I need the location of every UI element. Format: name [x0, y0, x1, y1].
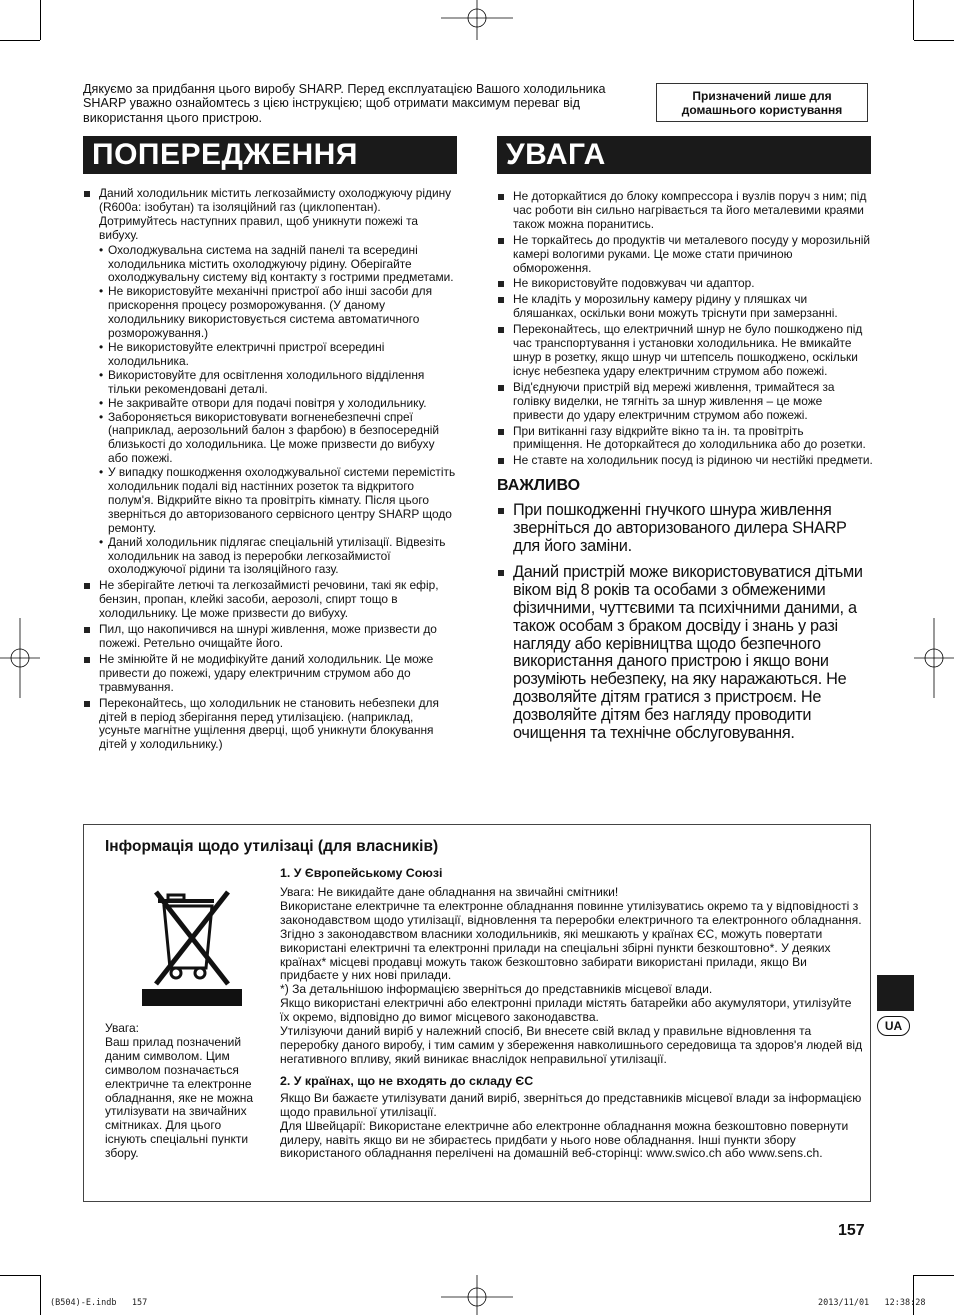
caution-item: Не торкайтесь до продуктів чи металевого посуду у морозильній камері вологими руками. Це може стати причиною обмороження.: [497, 234, 873, 276]
caution-item: Не доторкайтися до блоку компрессора і вузлів поруч з ним; під час роботи він сильно нагрівається та його металевими краями також можна поранитись.: [497, 190, 873, 232]
warning-item-text: Не змінюйте й не модифікуйте даний холодильник. Це може привести до пожежі, удару електричним струмом або до травмування.: [99, 651, 434, 694]
important-item: При пошкодженні гнучкого шнура живлення зверніться до авторизованого дилера SHARP для його заміни.: [497, 502, 873, 556]
warning-item: [83, 579, 457, 621]
warning-subitem: • Забороняється використовувати вогненебезпечні спреї (наприклад, аерозольний балон з фарбою) в безпосередній близькості до холодильника. Це може призвести до вибуху або пожежі.: [99, 411, 457, 467]
intro-text: Дякуємо за придбання цього виробу SHARP. Перед експлуатацією Вашого холодильника SHARP уважно ознайомтесь з цією інструкцією; щоб отримати максимум переваг від використання цього пристрою.: [83, 82, 606, 125]
caution-item: Не ставте на холодильник посуд із рідиною чи нестійкі предмети.: [497, 454, 873, 468]
important-list: [497, 502, 873, 743]
warning-list: [83, 187, 457, 752]
warning-item-text: Пил, що накопичився на шнурі живлення, може призвести до пожежі. Ретельно очищайте його.: [99, 622, 437, 650]
warning-item: [83, 697, 457, 753]
caution-item: Від'єднуючи пристрій від мережі живлення, тримайтеся за голівку виделки, не тягніть за шнур живлення – це може привести до удару електричним струмом або пожежі.: [497, 381, 873, 423]
warning-sublist: [99, 244, 457, 578]
disposal-content: [280, 866, 864, 1161]
caution-item: Не кладіть у морозильну камеру рідину у пляшках чи бляшанках, оскільки вони можуть тріснути при замерзанні.: [497, 293, 873, 321]
footer-timestamp: 2013/11/01 12:38:28: [818, 1298, 926, 1308]
language-badge: UA: [877, 1016, 910, 1036]
footer-file: (B504)-E.indb 157: [50, 1298, 148, 1308]
warning-item-text: Даний холодильник містить легкозаймисту охолоджуючу рідину (R600a: ізобутан) та ізоляційний газ (циклопентан). Дотримуйтесь наступних правил, щоб уникнути пожежі та вибуху.: [99, 186, 452, 242]
domestic-use-box: Призначений лише для домашнього користування: [656, 83, 868, 122]
caution-item: Не використовуйте подовжувач чи адаптор.: [497, 277, 873, 291]
warning-subitem: • Використовуйте для освітлення холодильного відділення тільки рекомендовані деталі.: [99, 369, 457, 397]
warning-item: [83, 187, 457, 577]
warning-subitem: • Не використовуйте механічні пристрої або інші засоби для прискорення процесу розморожування. (У даному холодильнику використовується система автоматичного розморожування.): [99, 285, 457, 341]
important-item: Даний пристрій може використовуватися дітьми віком від 8 років та особами з обмеженими фізичними, чуттєвими та психічними даними, а також особам з браком досвіду і знань у разі нагляду або керівництва щодо безпечного використання даного пристрою і якщо вони розуміють небезпеку, на яку наражаються. Не дозволяйте дітям гратися з пристроєм. Не дозволяйте дітям без нагляду проводити очищення та технічне обслуговування.: [497, 564, 873, 743]
important-title: ВАЖЛИВО: [497, 477, 581, 495]
warning-banner: ПОПЕРЕДЖЕННЯ: [83, 136, 457, 174]
section1-title: 1. У Європейському Союзі: [280, 866, 443, 880]
section2-title: 2. У країнах, що не входять до складу ЄС: [280, 1073, 534, 1088]
warning-subitem: • У випадку пошкодження охолоджувальної системи перемістіть холодильник подалі від настінних розеток та відкритого полум'я. Відкрийте вікно та провітріть кімнату. Після цього зверніться до авторизованого сервісного центру SHARP щодо ремонту.: [99, 466, 457, 536]
warning-subitem: • Охолоджувальна система на задній панелі та всередині холодильника містить охолоджуючу рідину. Оберігайте охолоджувальну систему від контакту з гострими предметами.: [99, 244, 457, 286]
page-number: 157: [838, 1222, 865, 1239]
caution-list: [497, 190, 873, 468]
disposal-title: Інформація щодо утилізаці (для власників): [105, 838, 439, 855]
caution-item: Переконайтесь, що електричний шнур не було пошкоджено під час транспортування і установки холодильника. Не вмикайте шнур в розетку, якщо шнур чи штепсель пошкоджено, оскільки існує небезпека удару електричним струмом або пожежі.: [497, 323, 873, 379]
warning-item-text: Переконайтесь, що холодильник не становить небезпеки для дітей в період зберігання перед утилізацією. (наприклад, усуньте магнітне ущілення дверці, щоб уникнути блокування дітей у холодильнику.): [99, 695, 439, 752]
caution-banner: УВАГА: [497, 136, 871, 174]
disposal-box: [83, 824, 871, 1202]
warning-subitem: • Не закривайте отвори для подачі повітря у холодильнику.: [99, 397, 457, 411]
section2-text: Якщо Ви бажаєте утилізувати даний виріб, зверніться до представників місцевої влади за інформацією щодо правильної утилізації. Для Швейцарії: Використане електричне або електронне обладнання можна безкоштовно повернути дилеру, навіть якщо ви не збираєтесь придбати у нього нове обладнання. Інші пункти збору використаного обладнання перелічені на домашній веб-сторінці: www.swico.ch або www.sens.ch.: [280, 1090, 862, 1161]
warning-section: [83, 187, 457, 754]
caution-item: При витіканні газу відкрийте вікно та ін. та провітріть приміщення. Не доторкайтеся до холодильника або до розетки.: [497, 425, 873, 453]
disposal-note: Увага: Ваш прилад позначений даним символом. Цим символом позначається електричне та електронне обладнання, яке не можна утилізувати на звичайних смітниках. Для цього існують спеціальні пункти збору.: [105, 1021, 254, 1161]
warning-subitem: • Даний холодильник підлягає спеціальній утилізації. Відвезіть холодильник на завод із переробки легкозаймистої охолоджуючої рідини та ізоляційного газу.: [99, 536, 457, 578]
warning-subitem: • Не використовуйте електричні пристрої всередині холодильника.: [99, 341, 457, 369]
warning-item: [83, 653, 457, 695]
caution-section: [497, 190, 873, 751]
section1-text: Увага: Не викидайте дане обладнання на звичайні смітники! Використане електричне та електронне обладнання повинне утилізуватись окремо та у відповідності з законодавством щодо утилізації, відновлення та переробки електричного та електронного обладнання. Згідно з законодавством власники холодильників, які мешкають у країнах ЄС, можуть повертати використані електричні та електронні прилади на спеціальні збірні пункти безкоштовно*. У деяких країнах* місцеві продавці можуть також безкоштовно забирати використані прилади, якщо Ви придбаєте у них нові прилади. *) За детальнішою інформацією зверніться до представників місцевої влади. Якщо використані електричні або електронні прилади містять батарейки або акумулятори, утилізуйте їх окремо, відповідно до вимог місцевого законодавства. Утилізуючи даний виріб у належний спосіб, Ви внесете свій вклад у правильне відновлення та переробку даного виробу, і тим самим у збереження навколишнього середовища та здоров'я людей від негативного впливу, який виникає внаслідок неправильної утилізації.: [280, 885, 863, 1066]
language-tab: [877, 975, 914, 1011]
warning-item: [83, 623, 457, 651]
warning-item-text: Не зберігайте летючі та легкозаймисті речовини, такі як ефір, бензин, пропан, клейкі засоби, аерозолі, спирт тощо в холодильнику. Це може призвести до вибуху.: [99, 578, 439, 621]
crossed-out-wheelie-bin-icon: [134, 880, 246, 1010]
